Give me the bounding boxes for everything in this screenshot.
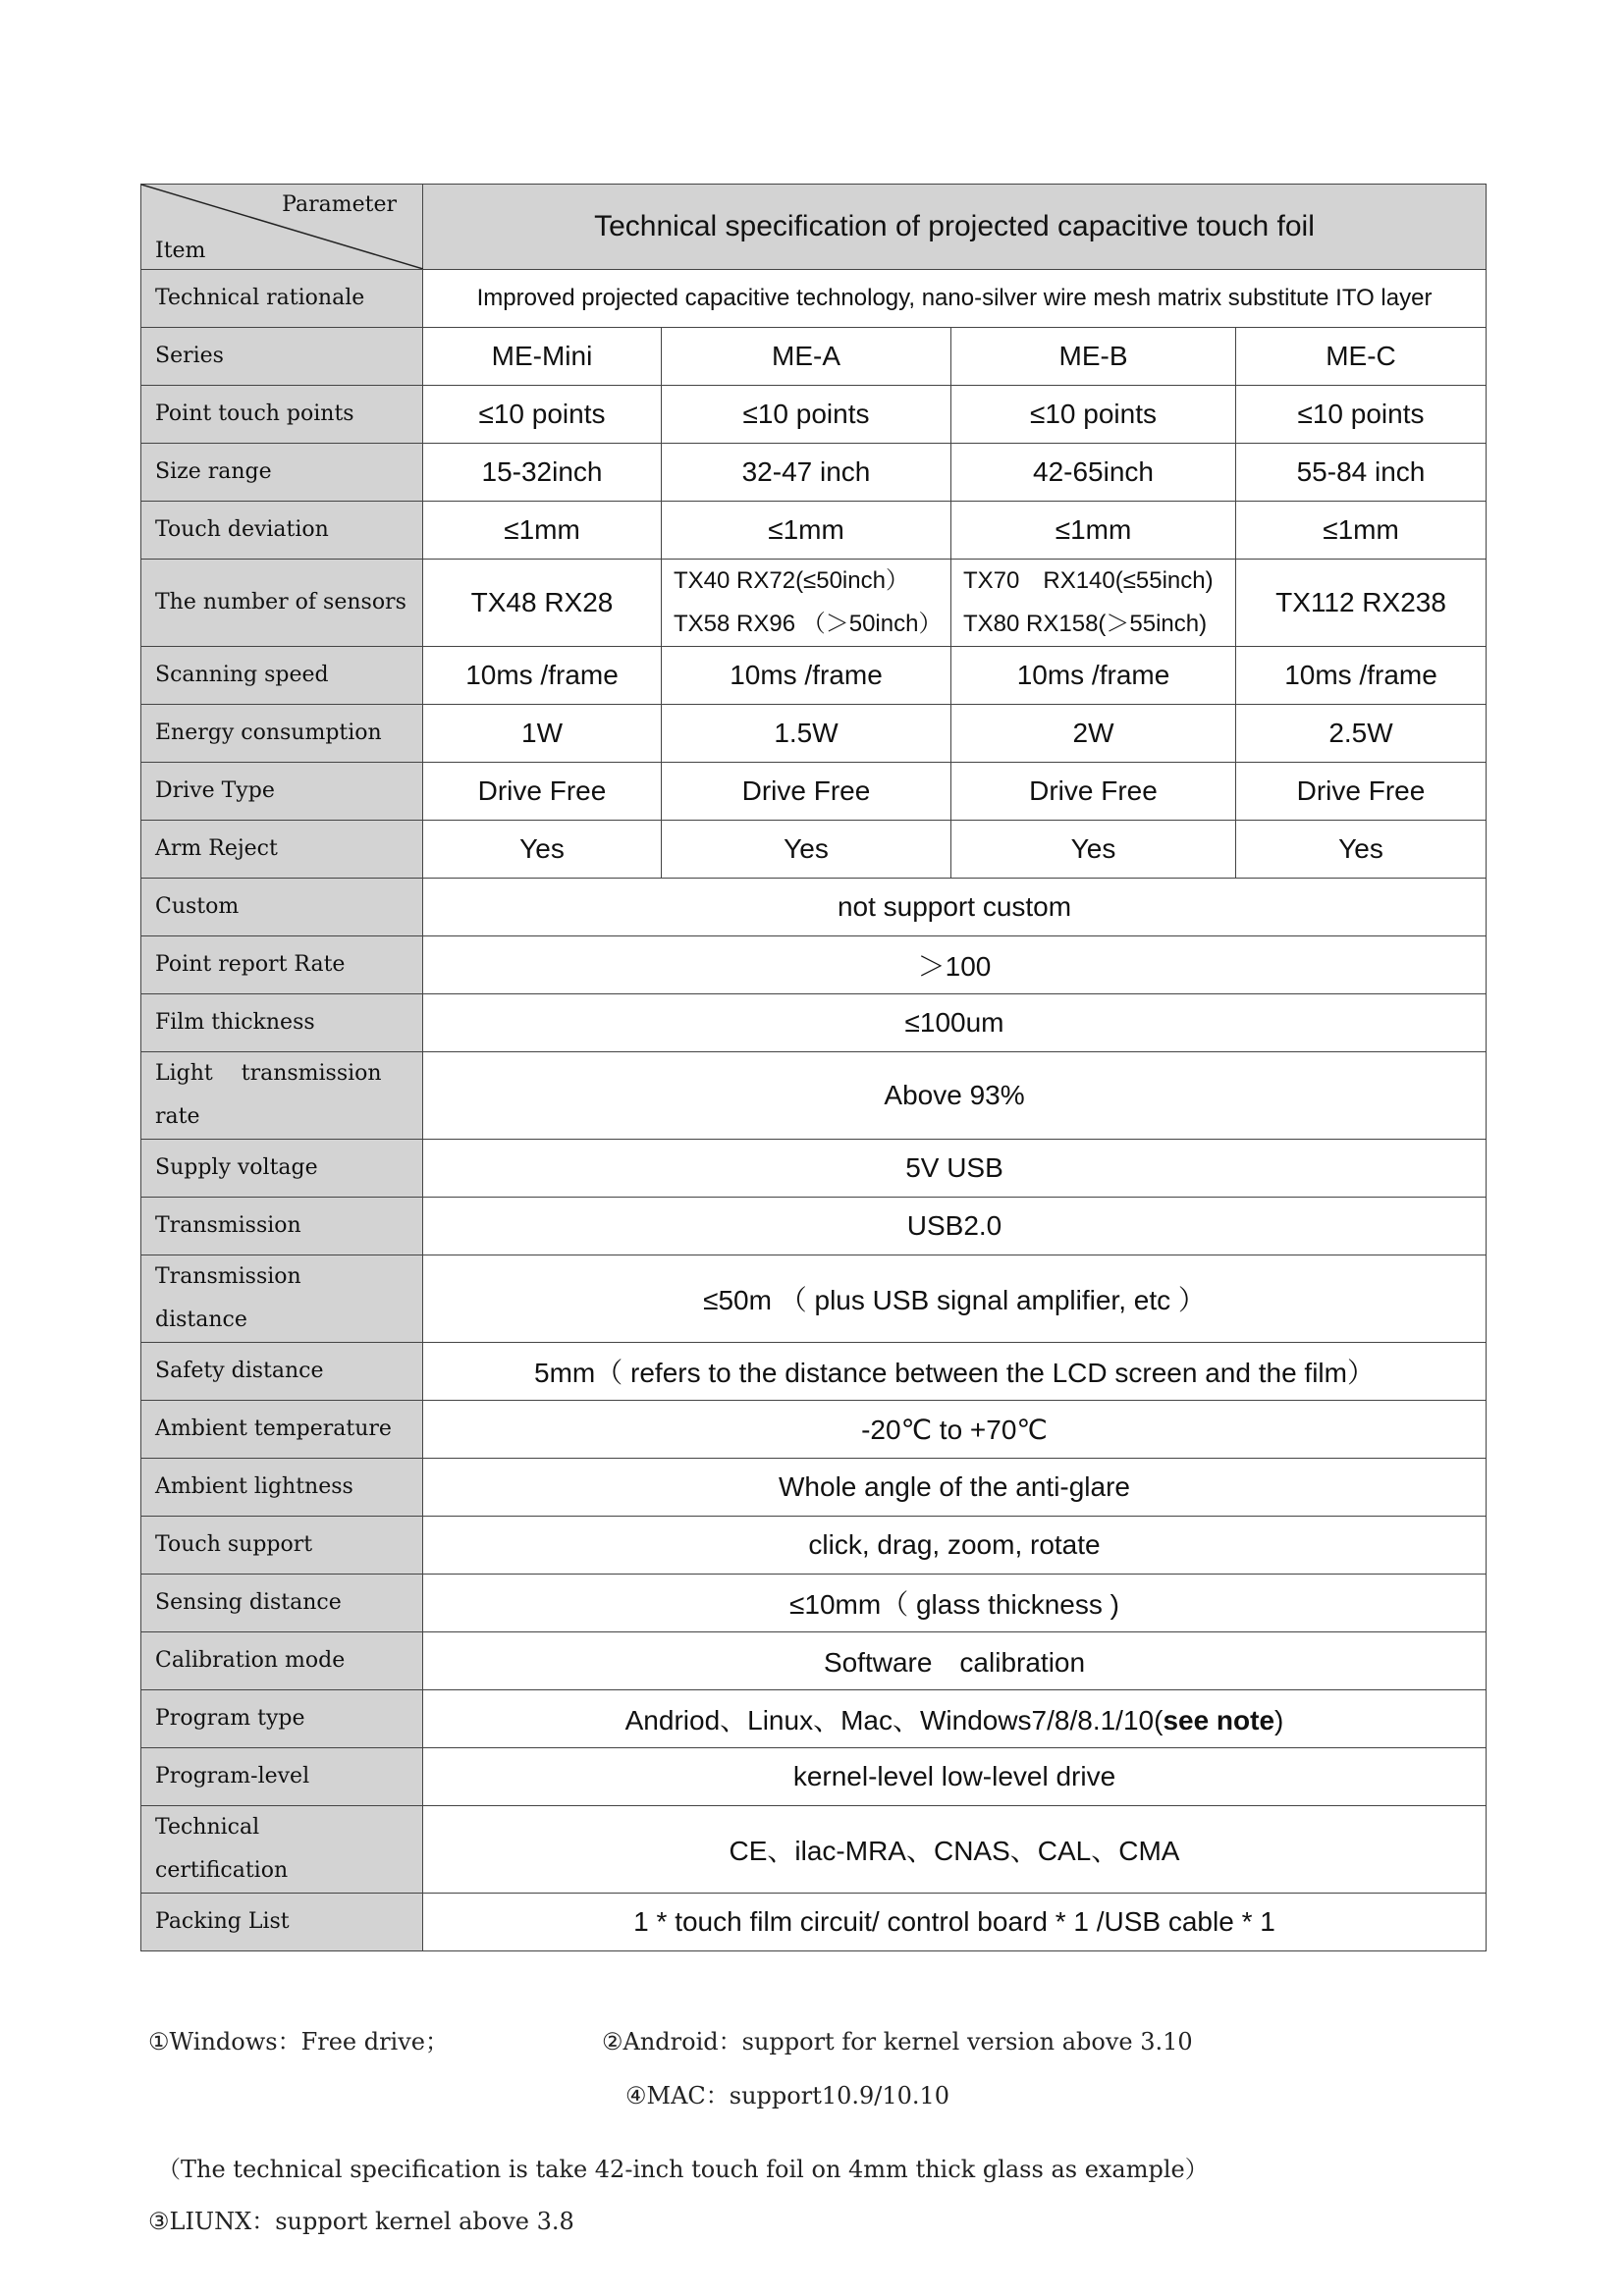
row-label-line: rate [155,1104,200,1129]
cell-me-mini: 1W [423,705,662,763]
cell-me-a: 10ms /frame [662,647,951,705]
note-mac: ④MAC：support10.9/10.10 [625,2082,950,2109]
row-label: Size range [141,444,423,502]
row-value: CE、ilac-MRA、CNAS、CAL、CMA [423,1806,1487,1894]
row-label: Program type [141,1690,423,1748]
row-label: Custom [141,879,423,936]
cell-me-mini: 10ms /frame [423,647,662,705]
row-value: ≤10mm（ glass thickness ) [423,1575,1487,1632]
row-label: Arm Reject [141,821,423,879]
table-row [141,1632,1487,1690]
cell-me-mini: 15-32inch [423,444,662,502]
note-example: （The technical specification is take 42-inch touch foil on 4mm thick glass as example） [157,2156,1209,2183]
cell-me-a: Drive Free [662,763,951,821]
table-row [141,1894,1487,1951]
row-value: Improved projected capacitive technology, nano-silver wire mesh matrix substitute ITO layer [423,270,1487,328]
row-label: Calibration mode [141,1632,423,1690]
program-type-text: Andriod、Linux、Mac、Windows7/8/8.1/10( [624,1705,1164,1735]
sensor-line: TX40 RX72(≤50inch） [674,567,909,594]
cell-me-c: 10ms /frame [1236,647,1487,705]
row-value: USB2.0 [423,1198,1487,1255]
row-label: Energy consumption [141,705,423,763]
cell-me-b: Yes [951,821,1236,879]
row-label: Safety distance [141,1343,423,1401]
row-label: Film thickness [141,994,423,1052]
cell-me-mini: ≤10 points [423,386,662,444]
sensor-line: TX58 RX96 （＞50inch） [674,611,943,637]
table-row [141,879,1487,936]
row-label-line: Light transmission [155,1061,382,1086]
cell-me-mini: ME-Mini [423,328,662,386]
table-row [141,1401,1487,1459]
row-value: not support custom [423,879,1487,936]
row-value: ≤50m （ plus USB signal amplifier, etc ） [423,1255,1487,1343]
table-row [141,821,1487,879]
table-row [141,1806,1487,1894]
cell-me-a: Yes [662,821,951,879]
cell-me-c: 2.5W [1236,705,1487,763]
cell-me-mini: Yes [423,821,662,879]
table-row [141,328,1487,386]
cell-me-b: ME-B [951,328,1236,386]
row-label-line: Transmission [155,1264,301,1289]
cell-me-c: ≤1mm [1236,502,1487,560]
row-label: Point touch points [141,386,423,444]
table-row [141,1575,1487,1632]
cell-me-b: Drive Free [951,763,1236,821]
row-label: Ambient lightness [141,1459,423,1517]
cell-me-c: ≤10 points [1236,386,1487,444]
row-label: Touch deviation [141,502,423,560]
cell-me-mini: TX48 RX28 [423,560,662,647]
row-value: Above 93% [423,1052,1487,1140]
table-title: Technical specification of projected capacitive touch foil [423,185,1487,270]
row-value: click, drag, zoom, rotate [423,1517,1487,1575]
table-row [141,1255,1487,1343]
spec-table [140,184,1487,1951]
cell-me-mini: Drive Free [423,763,662,821]
row-label: Packing List [141,1894,423,1951]
row-value: -20℃ to +70℃ [423,1401,1487,1459]
note-linux: ③LIUNX：support kernel above 3.8 [148,2208,574,2235]
item-label: Item [155,239,206,263]
row-value: ＞100 [423,936,1487,994]
see-note-text: see note [1163,1705,1275,1735]
cell-me-a: ≤1mm [662,502,951,560]
cell-me-b: 10ms /frame [951,647,1236,705]
cell-me-a: 32-47 inch [662,444,951,502]
table-row [141,994,1487,1052]
cell-me-a [662,560,951,647]
table-row [141,705,1487,763]
cell-me-c: 55-84 inch [1236,444,1487,502]
row-label: Point report Rate [141,936,423,994]
row-label: Sensing distance [141,1575,423,1632]
cell-me-b: ≤10 points [951,386,1236,444]
cell-me-a: 1.5W [662,705,951,763]
row-label: Scanning speed [141,647,423,705]
table-row [141,1690,1487,1748]
table-row [141,386,1487,444]
row-label [141,1806,423,1894]
note-android: ②Android：support for kernel version above 3.10 [602,2028,1193,2056]
row-label: Drive Type [141,763,423,821]
row-label [141,1052,423,1140]
row-label: Transmission [141,1198,423,1255]
table-row [141,763,1487,821]
cell-me-c: Drive Free [1236,763,1487,821]
row-value: Whole angle of the anti-glare [423,1459,1487,1517]
row-value: Software calibration [423,1632,1487,1690]
table-row [141,1459,1487,1517]
corner-header-cell [141,185,423,270]
row-value: 5V USB [423,1140,1487,1198]
cell-me-a: ≤10 points [662,386,951,444]
header-row [141,185,1487,270]
cell-me-a: ME-A [662,328,951,386]
row-label-line: certification [155,1858,289,1883]
note-windows: ①Windows：Free drive； [148,2028,449,2056]
row-label: Ambient temperature [141,1401,423,1459]
row-label: Technical rationale [141,270,423,328]
row-label-line: distance [155,1308,247,1332]
cell-me-b: 42-65inch [951,444,1236,502]
table-row [141,647,1487,705]
row-label: Supply voltage [141,1140,423,1198]
cell-me-b: ≤1mm [951,502,1236,560]
table-row [141,936,1487,994]
table-row [141,444,1487,502]
row-value: 1 * touch film circuit/ control board * 1 /USB cable * 1 [423,1894,1487,1951]
row-value: ≤100um [423,994,1487,1052]
row-value: 5mm（ refers to the distance between the LCD screen and the film） [423,1343,1487,1401]
cell-me-c: TX112 RX238 [1236,560,1487,647]
table-row [141,1343,1487,1401]
cell-me-c: Yes [1236,821,1487,879]
program-type-suffix: ) [1274,1705,1284,1735]
parameter-label: Parameter [282,192,397,217]
table-row [141,1748,1487,1806]
row-value: kernel-level low-level drive [423,1748,1487,1806]
row-label: Series [141,328,423,386]
table-row [141,1517,1487,1575]
cell-me-b [951,560,1236,647]
table-row [141,1198,1487,1255]
row-label-line: Technical [155,1815,260,1840]
cell-me-mini: ≤1mm [423,502,662,560]
table-row [141,502,1487,560]
table-row [141,1140,1487,1198]
table-row [141,270,1487,328]
table-row [141,1052,1487,1140]
row-label [141,1255,423,1343]
row-label: Touch support [141,1517,423,1575]
row-label: The number of sensors [141,560,423,647]
cell-me-b: 2W [951,705,1236,763]
row-value [423,1690,1487,1748]
sensor-line: TX70 RX140(≤55inch) [963,567,1214,594]
cell-me-c: ME-C [1236,328,1487,386]
row-label: Program-level [141,1748,423,1806]
sensor-line: TX80 RX158(＞55inch) [963,611,1208,637]
table-row [141,560,1487,647]
